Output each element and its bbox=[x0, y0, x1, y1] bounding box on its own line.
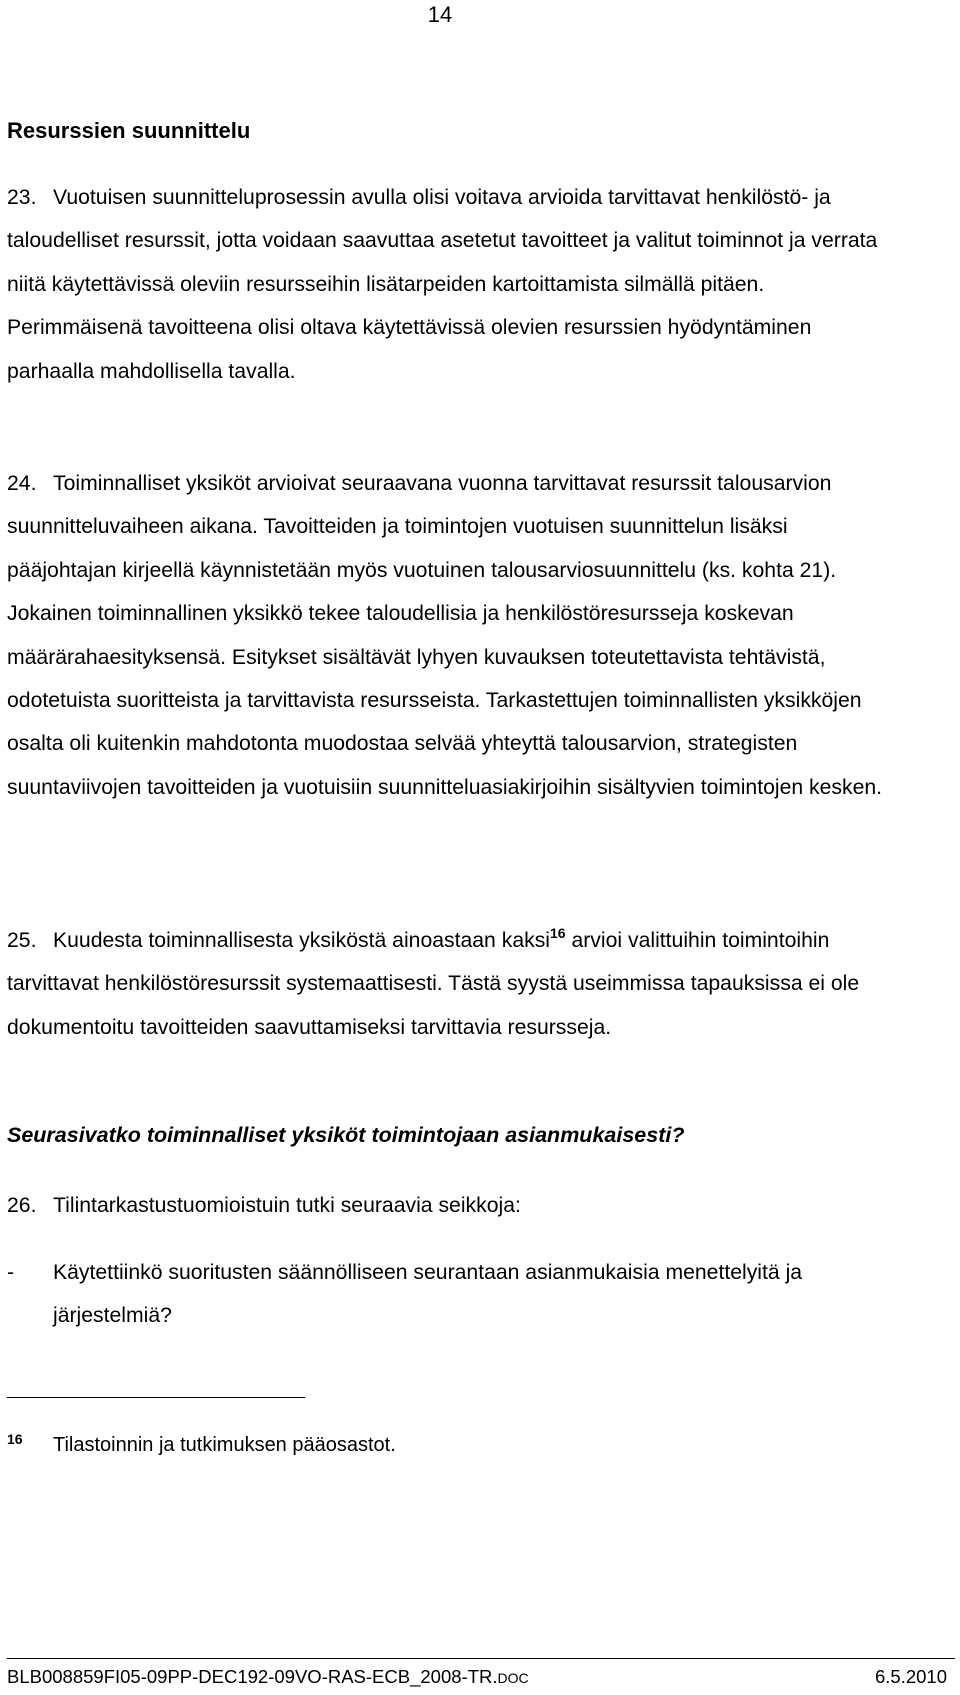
paragraph-text-before: Kuudesta toiminnallisesta yksiköstä ainoastaan kaksi bbox=[53, 929, 550, 952]
paragraph-number: 26. bbox=[7, 1194, 37, 1217]
paragraph-number: 23. bbox=[7, 186, 37, 209]
paragraph-26 bbox=[7, 1184, 892, 1227]
footer-separator bbox=[7, 1658, 955, 1659]
paragraph-text: Toiminnalliset yksiköt arvioivat seuraavana vuonna tarvittavat resurssit talousarvion suunnitteluvaiheen aikana. Tavoitteiden ja toimintojen vuotuisen suunnittelun lisäksi pääjohtajan kirjeellä käynnistetään myös vuotuinen talousarviosuunnittelu (ks. kohta 21). Jokainen toiminnallinen yksikkö tekee taloudellisia ja henkilöstöresursseja koskevan määrärahaesityksensä. Esitykset sisältävät lyhyen kuvauksen toteutettavista tehtävistä, odotetuista suoritteista ja tarvittavista resursseista. Tarkastettujen toiminnallisten yksikköjen osalta oli kuitenkin mahdotonta muodostaa selvää yhteyttä talousarvion, strategisten suuntaviivojen tavoitteiden ja vuotuisiin suunnitteluasiakirjoihin sisältyvien toimintojen kesken. bbox=[7, 472, 883, 799]
paragraph-text: Vuotuisen suunnitteluprosessin avulla olisi voitava arvioida tarvittavat henkilöstö- ja taloudelliset resurssit, jotta voidaan saavuttaa asetetut tavoitteet ja valitut toiminnot ja verrata niitä käytettävissä oleviin resursseihin lisätarpeiden kartoittamista silmällä pitäen. Perimmäisenä tavoitteena olisi oltava käytettävissä olevien resurssien hyödyntäminen parhaalla mahdollisella tavalla. bbox=[7, 186, 878, 383]
paragraph-25 bbox=[7, 919, 892, 1049]
footnote-reference[interactable]: 16 bbox=[550, 925, 566, 941]
page-number: 14 bbox=[427, 2, 453, 27]
paragraph-text-after: arvioi valittuihin toimintoihin tarvittavat henkilöstöresurssit systemaattisesti. Tästä syystä useimmissa tapauksissa ei ole dokumentoitu tavoitteiden saavuttamiseksi tarvittavia resursseja. bbox=[7, 929, 860, 1039]
document-extension: DOC bbox=[497, 1670, 529, 1686]
document-id: BLB008859FI05-09PP-DEC192-09VO-RAS-ECB_2008-TR. bbox=[7, 1666, 498, 1687]
footer-date: 6.5.2010 bbox=[874, 1666, 947, 1687]
paragraph-23 bbox=[7, 176, 892, 393]
paragraph-number: 25. bbox=[7, 929, 37, 952]
footnote-mark: 16 bbox=[7, 1431, 23, 1447]
footnote bbox=[7, 1430, 892, 1460]
paragraph-number: 24. bbox=[7, 472, 37, 495]
paragraph-24 bbox=[7, 462, 892, 809]
paragraph-text: Tilintarkastustuomioistuin tutki seuraavia seikkoja: bbox=[53, 1194, 521, 1217]
footnote-separator bbox=[7, 1397, 305, 1398]
footnote-text: Tilastoinnin ja tutkimuksen pääosastot. bbox=[53, 1434, 396, 1456]
list-item bbox=[7, 1251, 892, 1338]
list-item-text: Käytettiinkö suoritusten säännölliseen seurantaan asianmukaisia menettelyitä ja järjestelmiä? bbox=[53, 1261, 803, 1328]
section-heading: Resurssien suunnittelu bbox=[7, 118, 251, 143]
question-subheading: Seurasivatko toiminnalliset yksiköt toimintojaan asianmukaisesti? bbox=[7, 1123, 685, 1147]
list-dash: - bbox=[7, 1261, 15, 1284]
document-reference bbox=[7, 1665, 529, 1690]
